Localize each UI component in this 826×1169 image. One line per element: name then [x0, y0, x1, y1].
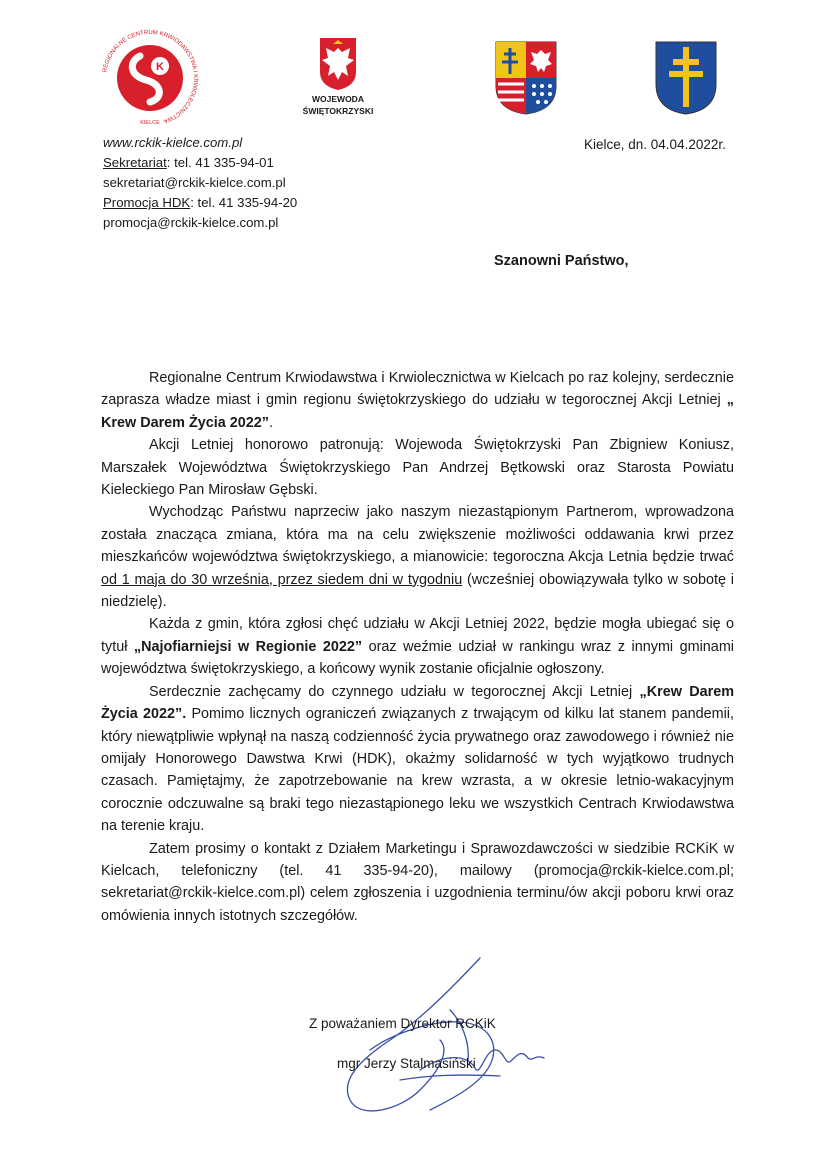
secretariat-line: [103, 153, 297, 173]
polish-eagle-icon: [298, 36, 378, 92]
signatory-name: mgr Jerzy Stalmasiński: [337, 1056, 476, 1071]
wojewoda-caption-1: WOJEWODA: [312, 94, 364, 104]
p1-campaign-name: „ Krew Darem Życia 2022”: [101, 392, 734, 431]
letter-body: [101, 367, 734, 927]
p3-dates: od 1 maja do 30 września, przez siedem dni w tygodniu: [101, 571, 463, 588]
signature-block: [309, 1014, 496, 1074]
p4-title: „Najofiarniejsi w Regionie 2022”: [133, 638, 363, 655]
rckik-letter: K: [156, 61, 164, 73]
paragraph-change: [101, 501, 734, 613]
p4-text: Każda z gmin, która zgłosi chęć udziału w Akcji Letniej 2022, będzie mogła ubiegać się o tytuł: [101, 616, 734, 655]
paragraph-invitation: [101, 367, 734, 434]
p5-text: Serdecznie zachęcamy do czynnego udziału w tegorocznej Akcji Letniej: [149, 683, 640, 700]
website-link: www.rckik-kielce.com.pl: [103, 135, 243, 150]
p3-end: (wcześniej obowiązywała tylko w sobotę i niedzielę).: [101, 571, 735, 611]
p5-campaign-name: „Krew Darem Życia 2022”.: [101, 683, 734, 723]
promotion-label: Promocja HDK: [103, 195, 191, 210]
p3-text: Wychodząc Państwu naprzeciw jako naszym niezastąpionym Partnerom, wprowadzona została znacząca zmiana, która ma na celu zwiększenie możliwości oddawania krwi przez mieszkańców województwa świętokrzyskiego, a mianowicie: tegoroczna Akcja Letnia będzie trwać: [101, 504, 734, 566]
secretariat-email: sekretariat@rckik-kielce.com.pl: [103, 175, 286, 190]
powiat-cross-emblem: [654, 40, 718, 116]
rckik-ring-text: REGIONALNE CENTRUM KRWIODAWSTWA I KRWIOLECZNICTWA: [102, 29, 199, 124]
signature-closing: Z poważaniem Dyrektor RCKiK: [309, 1016, 496, 1031]
contact-block: [103, 133, 297, 233]
paragraph-ranking: [101, 613, 734, 680]
p1-end: .: [269, 414, 273, 431]
promotion-email: promocja@rckik-kielce.com.pl: [103, 215, 279, 230]
secretariat-phone: : tel. 41 335-94-01: [166, 155, 274, 170]
rckik-logo: [100, 28, 200, 128]
promotion-line: [103, 193, 297, 213]
wojewoda-emblem: [298, 36, 378, 118]
letter-date: Kielce, dn. 04.04.2022r.: [584, 137, 726, 152]
p4-end: oraz weźmie udział w rankingu wraz z innymi gminami województwa świętokrzyskiego, a końcowy wynik zostanie oficjalnie ogłoszony.: [101, 638, 735, 678]
promotion-phone: : tel. 41 335-94-20: [190, 195, 298, 210]
paragraph-contact: Zatem prosimy o kontakt z Działem Marketingu i Sprawozdawczości w siedzibie RCKiK w Kielcach, telefoniczny (tel. 41 335-94-20), mailowy (promocja@rckik-kielce.com.pl; sekretariat@rckik-kielce.com.pl) celem zgłoszenia i uzgodnienia terminu/ów akcji poboru krwi oraz omówienia innych istotnych szczegółów.: [101, 840, 734, 924]
wojewoda-caption-2: ŚWIĘTOKRZYSKI: [302, 106, 374, 116]
secretariat-label: Sekretariat: [103, 155, 167, 170]
rckik-city: KIELCE: [140, 120, 160, 126]
p1-text: Regionalne Centrum Krwiodawstwa i Krwiolecznictwa w Kielcach po raz kolejny, serdecznie zaprasza władze miast i gmin regionu świętokrzyskiego do udziału w tegorocznej Akcji Letniej: [101, 370, 734, 409]
paragraph-patrons: Akcji Letniej honorowo patronują: Wojewoda Świętokrzyski Pan Zbigniew Koniusz, Marszałek Województwa Świętokrzyskiego Pan Andrzej Bętkowski oraz Starosta Powiatu Kieleckiego Pan Mirosław Gębski.: [101, 437, 734, 499]
p5-end: Pomimo licznych ograniczeń związanych z trwającym od kilku lat stanem pandemii, który niewątpliwie wpłynął na naszą codzienność życia prywatnego oraz zawodowego i również nie omijały Honorowego Dawstwa Krwi (HDK), okażmy solidarność w tych wyjątkowo trudnych czasach. Pamiętajmy, że zapotrzebowanie na krew wzrasta, a w okresie letnio-wakacyjnym corocznie odczuwalne są braki tego niezastąpionego leku we wszystkich Centrach Krwiodawstwa na terenie kraju.: [101, 706, 734, 835]
salutation: Szanowni Państwo,: [494, 253, 629, 269]
paragraph-encouragement: [101, 681, 734, 838]
swietokrzyskie-coat-of-arms: [494, 40, 558, 116]
